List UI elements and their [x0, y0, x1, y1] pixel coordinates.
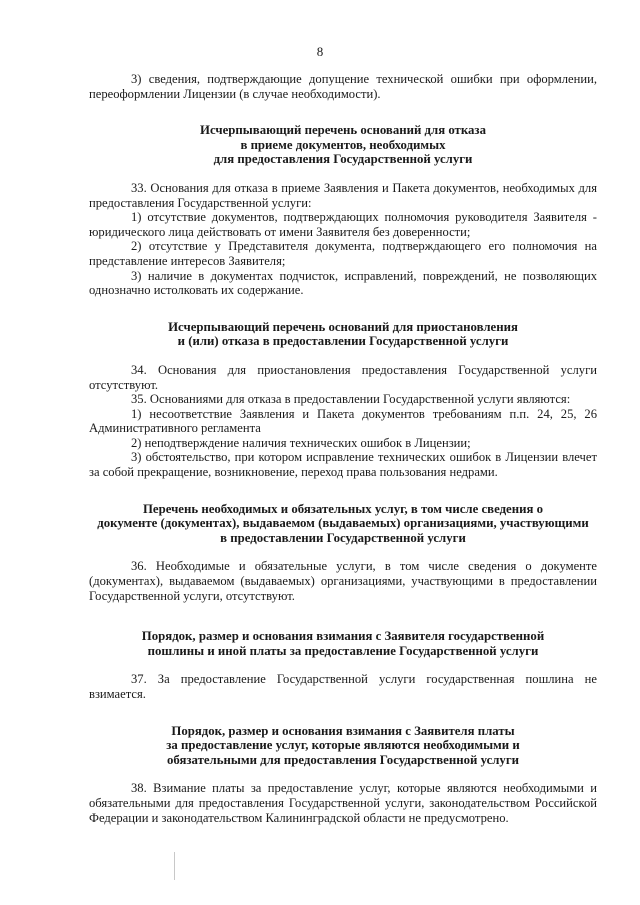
section-heading: в предоставлении Государственной услуги: [220, 530, 466, 545]
section-heading: документе (документах), выдаваемом (выдаваемых) организациями, участвующими: [97, 516, 589, 531]
section-heading: в приеме документов, необходимых: [240, 137, 446, 152]
section-service-fee: [89, 724, 597, 826]
section-heading: и (или) отказа в предоставлении Государственной услуги: [177, 334, 509, 349]
section-state-fee: [89, 629, 597, 701]
paragraph: 3) обстоятельство, при котором исправление технических ошибок в Лицензии влечет за собой прекращение, возникновение, переход права пользования недрами.: [89, 450, 597, 480]
section-heading: за предоставление услуг, которые являются необходимыми и: [166, 738, 520, 753]
section-heading: Перечень необходимых и обязательных услуг, в том числе сведения о: [142, 501, 544, 516]
paragraph: 33. Основания для отказа в приеме Заявления и Пакета документов, необходимых для предоставления Государственной услуги:: [89, 180, 597, 210]
paragraph: 1) несоответствие Заявления и Пакета документов требованиям п.п. 24, 25, 26 Административного регламента: [89, 406, 597, 436]
section-heading: для предоставления Государственной услуги: [213, 152, 473, 167]
paragraph: 3) наличие в документах подчисток, исправлений, повреждений, не позволяющих однозначно истолковать их содержание.: [89, 268, 597, 298]
page-content: [89, 72, 597, 825]
paragraph: 37. За предоставление Государственной услуги государственная пошлина не взимается.: [89, 672, 597, 701]
paragraph: 1) отсутствие документов, подтверждающих полномочия руководителя Заявителя - юридического лица действовать от имени Заявителя без доверенности;: [89, 210, 597, 239]
section-heading: Порядок, размер и основания взимания с Заявителя платы: [171, 723, 515, 738]
page-number: 8: [316, 44, 324, 59]
paragraph: 38. Взимание платы за предоставление услуг, которые являются необходимыми и обязательными для предоставления Государственной услуги, законодательством Российской Федерации и законодательством Калининградской области не предусмотрено.: [89, 781, 597, 825]
paragraph: 2) неподтверждение наличия технических ошибок в Лицензии;: [131, 435, 471, 450]
paragraph: 36. Необходимые и обязательные услуги, в том числе сведения о документе (документах), выдаваемом (выдаваемых) организациями, участвующими в предоставлении Государственной услуги, отсутствуют.: [89, 559, 597, 603]
paragraph: 34. Основания для приостановления предоставления Государственной услуги отсутствуют.: [89, 362, 597, 392]
scan-mark: [174, 852, 175, 880]
paragraph: 2) отсутствие у Представителя документа, подтверждающего его полномочия на представление интересов Заявителя;: [89, 239, 597, 268]
section-suspension-refusal: [89, 320, 597, 480]
section-refusal-acceptance: [89, 123, 597, 298]
section-heading: Исчерпывающий перечень оснований для отказа: [200, 123, 486, 138]
section-heading: Порядок, размер и основания взимания с Заявителя государственной: [141, 629, 545, 644]
paragraph-top: 3) сведения, подтверждающие допущение технической ошибки при оформлении, переоформлении Лицензии (в случае необходимости).: [89, 72, 597, 101]
section-heading: обязательными для предоставления Государственной услуги: [166, 752, 520, 767]
section-heading: пошлины и иной платы за предоставление Государственной услуги: [147, 643, 539, 658]
section-required-services: [89, 502, 597, 604]
section-heading: Исчерпывающий перечень оснований для приостановления: [168, 319, 518, 334]
paragraph: 35. Основаниями для отказа в предоставлении Государственной услуги являются:: [131, 392, 571, 407]
